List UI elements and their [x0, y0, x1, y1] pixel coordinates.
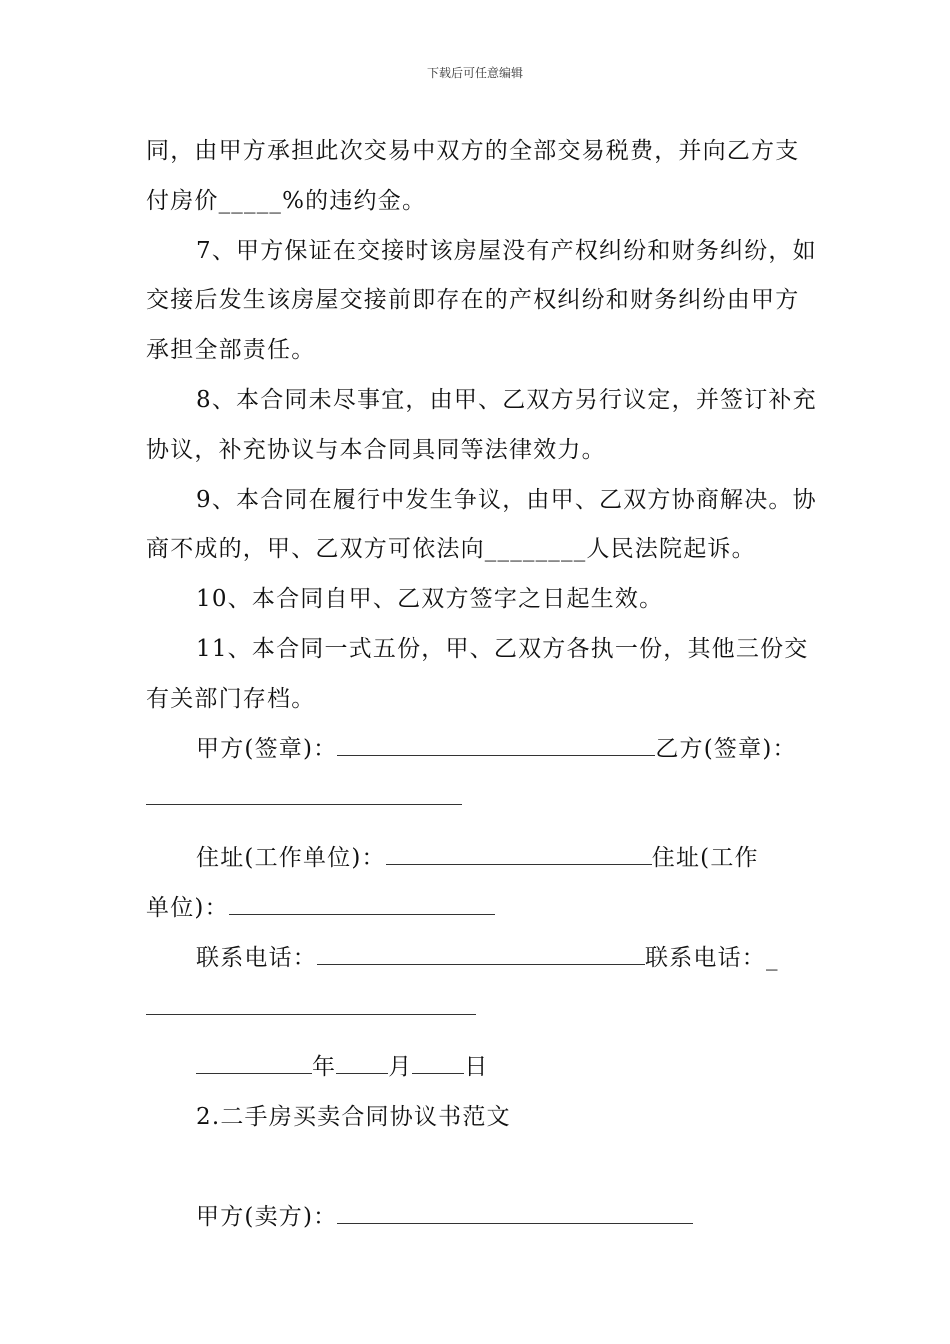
seller-line [146, 1193, 818, 1243]
party-b-address-blank [229, 896, 495, 915]
seller-blank [337, 1205, 693, 1224]
document-body [146, 127, 818, 1243]
spacer [146, 824, 818, 834]
date-line [146, 1043, 818, 1093]
year-label: 年 [312, 1054, 337, 1081]
party-a-signature-label: 甲方(签章)： [196, 735, 338, 762]
clause-9: 9、本合同在履行中发生争议，由甲、乙双方协商解决。协商不成的，甲、乙双方可依法向________人民法院起诉。 [146, 486, 817, 563]
day-blank [412, 1055, 464, 1074]
spacer [146, 1033, 818, 1043]
month-blank [336, 1055, 388, 1074]
party-b-phone-label: 联系电话：_ [645, 944, 779, 971]
day-label: 日 [464, 1054, 489, 1081]
section-title: 2.二手房买卖合同协议书范文 [196, 1104, 511, 1131]
party-b-address-label-cont: 单位)： [146, 894, 229, 921]
party-a-phone-label: 联系电话： [196, 944, 317, 971]
party-b-signature-label: 乙方(签章)： [655, 735, 797, 762]
party-a-phone-blank [317, 946, 645, 965]
party-a-address-label: 住址(工作单位)： [196, 845, 386, 872]
signature-line [146, 725, 818, 775]
page-header: 下载后可任意编辑 [426, 66, 523, 80]
month-label: 月 [388, 1054, 413, 1081]
party-a-address-blank [386, 846, 652, 865]
party-b-address-row [146, 884, 818, 934]
party-b-signature-row [146, 774, 818, 824]
clause-7: 7、甲方保证在交接时该房屋没有产权纠纷和财务纠纷，如交接后发生该房屋交接前即存在的产权纠纷和财务纠纷由甲方承担全部责任。 [146, 237, 817, 364]
address-line [146, 834, 818, 884]
party-b-phone-blank [146, 996, 476, 1015]
party-b-phone-row [146, 984, 818, 1034]
paragraph-continued: 同，由甲方承担此次交易中双方的全部交易税费，并向乙方支付房价_____%的违约金。 [146, 138, 800, 214]
year-blank [196, 1055, 312, 1074]
phone-line [146, 934, 818, 984]
spacer [146, 1143, 818, 1193]
party-b-address-label: 住址(工作 [651, 845, 759, 872]
clause-11: 11、本合同一式五份，甲、乙双方各执一份，其他三份交有关部门存档。 [146, 635, 809, 712]
party-b-signature-blank [146, 786, 462, 805]
clause-10: 10、本合同自甲、乙双方签字之日起生效。 [196, 586, 664, 613]
clause-8: 8、本合同未尽事宜，由甲、乙双方另行议定，并签订补充协议，补充协议与本合同具同等法律效力。 [146, 386, 817, 463]
party-a-signature-blank [337, 737, 655, 756]
seller-label: 甲方(卖方)： [196, 1203, 338, 1230]
